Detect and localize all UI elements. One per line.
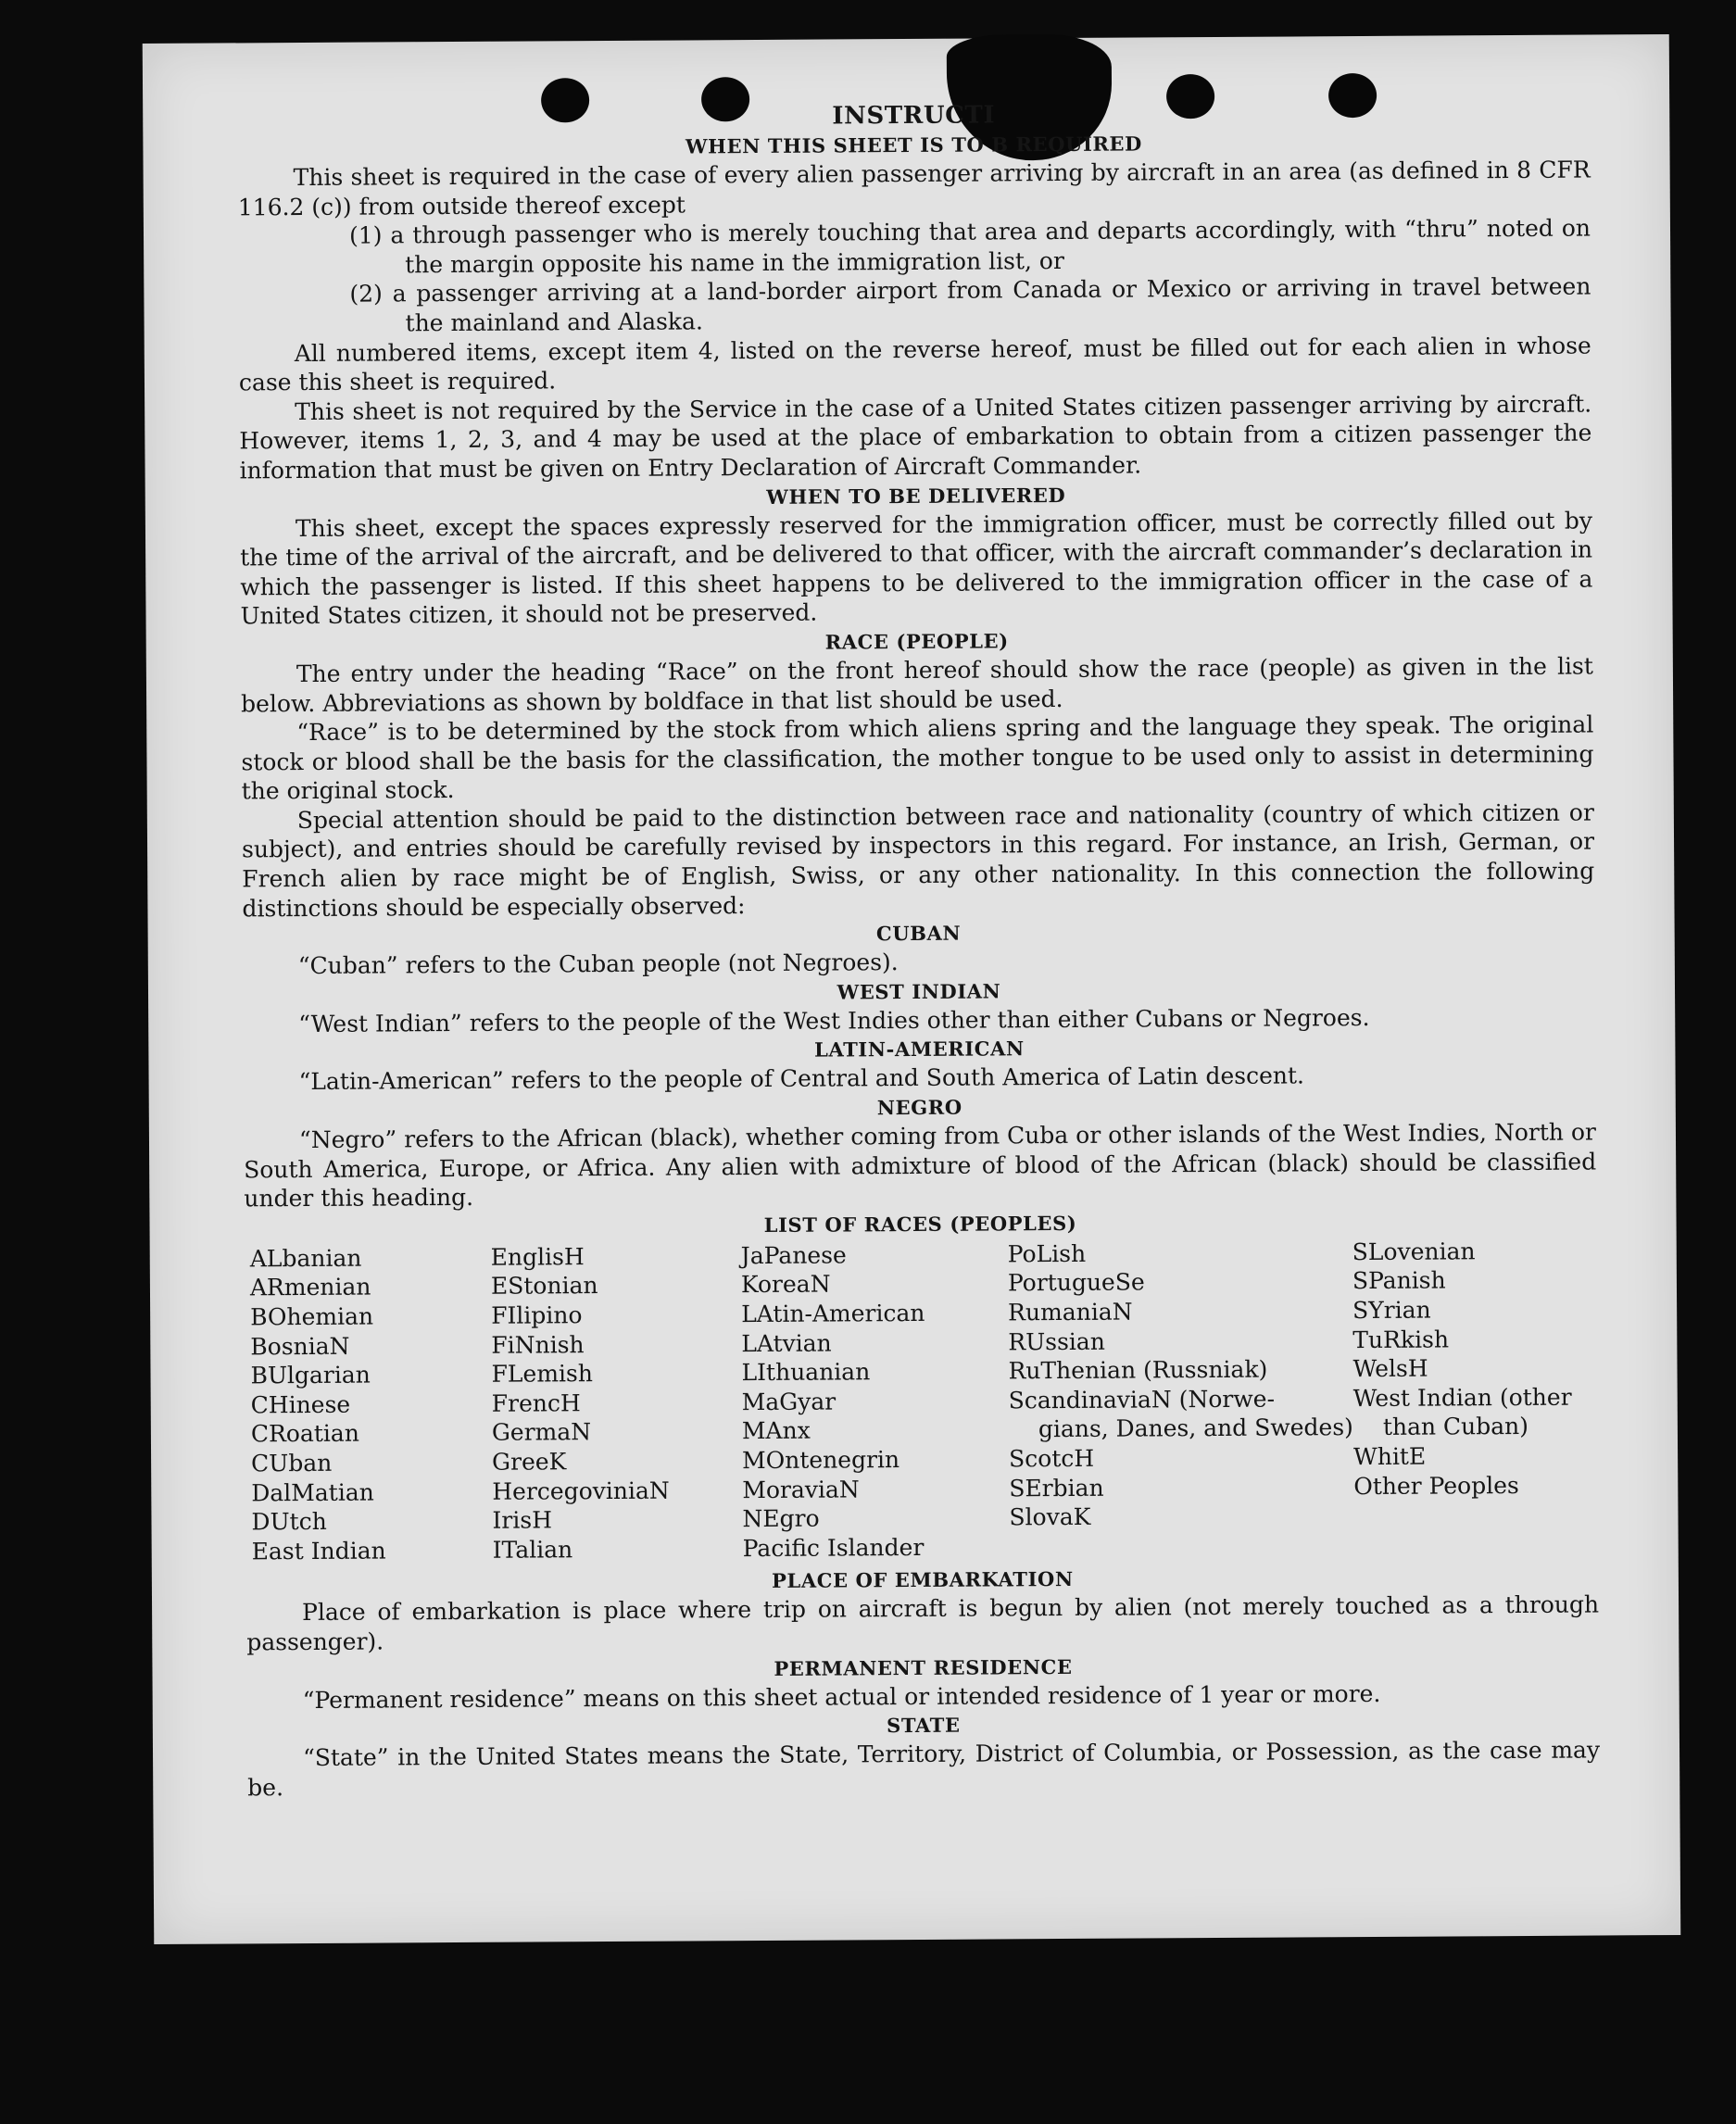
list-item-continuation: than Cuban) [1382, 1413, 1529, 1441]
list-item: ScotcH [1009, 1444, 1095, 1473]
instructions-text [237, 98, 1600, 1803]
list-item: EStonian [490, 1272, 598, 1301]
paragraph: “Cuban” refers to the Cuban people (not Negroes). [297, 949, 899, 980]
list-item: CUban [251, 1449, 333, 1477]
list-item: MAnx [741, 1417, 811, 1445]
list-item: Pacific Islander [742, 1533, 925, 1562]
list-item: PoLish [1007, 1239, 1087, 1268]
list-item: GermaN [491, 1418, 592, 1447]
races-column [1352, 1236, 1597, 1559]
list-item: EnglisH [490, 1242, 585, 1271]
list-item: HercegoviniaN [492, 1477, 670, 1505]
paragraph: All numbered items, except item 4, listed on the reverse hereof, must be filled out for each alien in whose case this sheet is required. [238, 332, 1591, 396]
list-item: RumaniaN [1008, 1298, 1133, 1326]
list-item: KoreaN [740, 1270, 831, 1299]
heading-state: STATE [887, 1713, 961, 1738]
list-item: DalMatian [251, 1478, 374, 1506]
list-item: SLovenian [1352, 1238, 1476, 1265]
list-item: GreeK [492, 1448, 567, 1476]
list-item: FrencH [491, 1389, 581, 1417]
list-item: FLemish [491, 1360, 593, 1388]
list-item: WhitE [1353, 1442, 1427, 1471]
list-item: East Indian [251, 1537, 386, 1565]
heading-when-delivered: WHEN TO BE DELIVERED [766, 483, 1066, 509]
list-item: CRoatian [250, 1420, 359, 1448]
paragraph: “Permanent residence” means on this sheet actual or intended residence of 1 year or more. [302, 1679, 1381, 1714]
list-item: CHinese [250, 1390, 351, 1419]
list-item-continuation: gians, Danes, and Swedes) [1038, 1414, 1353, 1443]
list-item: IrisH [492, 1506, 553, 1534]
list-item: SPanish [1352, 1266, 1446, 1295]
list-item: JaPanese [740, 1241, 847, 1269]
paragraph: The entry under the heading “Race” on the front hereof should show the race (people) as given in the list below. Abbreviations as shown by boldface in that list should be used. [241, 652, 1593, 717]
heading-when-required: WHEN THIS SHEET IS TO B REQUIRED [685, 132, 1143, 158]
paragraph: Place of embarkation is place where trip on aircraft is begun by alien (not merely touched as a through passenger). [246, 1590, 1600, 1656]
heading-permanent-residence: PERMANENT RESIDENCE [774, 1654, 1073, 1680]
paragraph: “Race” is to be determined by the stock from which aliens spring and the language they speak. The original stock or blood shall be the basis for the classification, the mother tongue to be used only to assist in determining the original stock. [241, 710, 1594, 805]
list-item: FiNnish [491, 1330, 585, 1359]
list-item: PortugueSe [1007, 1268, 1145, 1297]
heading-list-of-races: LIST OF RACES (PEOPLES) [763, 1211, 1077, 1237]
list-item: BUlgarian [250, 1361, 371, 1389]
list-item: RuThenian (Russniak) [1008, 1355, 1268, 1385]
heading-race: RACE (PEOPLE) [824, 629, 1009, 654]
list-item: SlovaK [1009, 1502, 1091, 1531]
heading-west-indian: WEST INDIAN [837, 979, 1001, 1004]
list-item: MOntenegrin [742, 1446, 900, 1475]
paragraph: This sheet is required in the case of every alien passenger arriving by aircraft in an area (as defined in 8 CFR 116.2 (c)) from outside thereof except [237, 156, 1591, 221]
races-column [250, 1243, 493, 1566]
list-item: LAtin-American [741, 1299, 925, 1328]
heading-cuban: CUBAN [875, 921, 962, 946]
list-item: FIlipino [491, 1301, 583, 1329]
races-list [250, 1236, 1599, 1565]
heading-latin-american: LATIN-AMERICAN [813, 1037, 1025, 1062]
paragraph: “Negro” refers to the African (black), whether coming from Cuba or other islands of the West Indies, North or South America, Europe, or Africa. Any alien with admixture of blood of the African (black) should be classified under this heading. [244, 1118, 1597, 1213]
paragraph: This sheet is not required by the Service in the case of a United States citizen passenger arriving by aircraft. However, items 1, 2, 3, and 4 may be used at the place of embarkation to obtain from a citizen passenger the information that must be given on Entry Declaration of Aircraft Commander. [239, 390, 1592, 484]
list-item: RUssian [1008, 1327, 1105, 1355]
list-item: ScandinaviaN (Norwe- [1008, 1385, 1276, 1414]
list-item: Other Peoples [1353, 1471, 1519, 1500]
paragraph: “West Indian” refers to the people of the West Indies other than either Cubans or Negroes. [298, 1003, 1370, 1037]
page-title: INSTRUCTI [832, 101, 996, 131]
list-item: TuRkish [1352, 1326, 1450, 1353]
document-page [143, 34, 1681, 1944]
list-item: ITalian [492, 1535, 573, 1564]
races-column [1008, 1238, 1354, 1562]
list-item: NEgro [742, 1504, 820, 1533]
list-item: SErbian [1009, 1474, 1104, 1502]
list-item: BOhemian [250, 1302, 374, 1331]
list-item: (1) a through passenger who is merely touching that area and departs accordingly, with “thru” noted on the margin opposite his name in the immigration list, or [348, 214, 1591, 279]
paragraph: This sheet, except the spaces expressly reserved for the immigration officer, must be correctly filled out by the time of the arrival of the aircraft, and be delivered to that officer, with the aircraft commander’s declaration in which the passenger is listed. If this sheet happens to be delivered to the immigration officer in the case of a United States citizen, it should not be preserved. [240, 507, 1593, 630]
paragraph: “Latin-American” refers to the people of Central and South America of Latin descent. [298, 1062, 1304, 1096]
list-item: BosniaN [250, 1332, 350, 1360]
list-item: ALbanian [249, 1244, 362, 1273]
races-column [491, 1241, 743, 1565]
heading-embarkation: PLACE OF EMBARKATION [771, 1567, 1074, 1593]
list-item: (2) a passenger arriving at a land-border airport from Canada or Mexico or arriving in travel between the mainland and Alaska. [349, 272, 1591, 337]
list-item: ARmenian [249, 1273, 371, 1301]
list-item: LAtvian [741, 1329, 832, 1357]
list-item: WelsH [1352, 1354, 1428, 1383]
heading-negro: NEGRO [876, 1095, 962, 1120]
list-item: SYrian [1352, 1296, 1431, 1325]
list-item: West Indian (other [1352, 1383, 1572, 1412]
list-item: DUtch [251, 1508, 327, 1536]
races-column [741, 1239, 1010, 1563]
list-item: MoraviaN [742, 1475, 860, 1503]
list-item: MaGyar [741, 1388, 837, 1415]
paragraph: Special attention should be paid to the distinction between race and nationality (country of which citizen or subject), and entries should be carefully revised by inspectors in this regard. For instance, an Irish, German, or French alien by race might be of English, Swiss, or any other nationality. In this connection the following distinctions should be especially observed: [241, 798, 1595, 923]
list-item: LIthuanian [741, 1358, 871, 1387]
paragraph: “State” in the United States means the State, Territory, District of Columbia, or Possession, as the case may be. [247, 1736, 1601, 1802]
